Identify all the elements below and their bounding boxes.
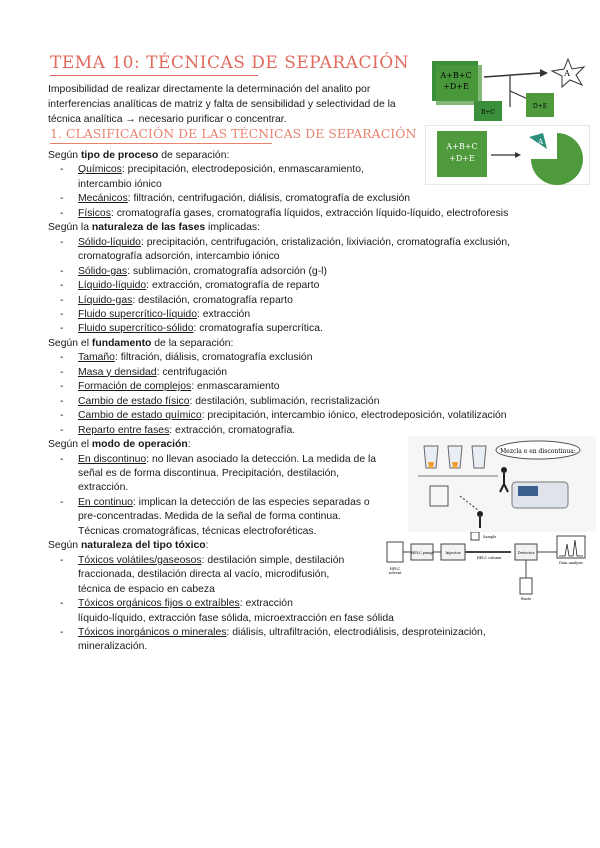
list-item: - Masa y densidad: centrifugación: [60, 366, 228, 378]
title-underline: [50, 75, 258, 76]
detector-label: Detector: [517, 550, 535, 555]
list-item: - Formación de complejos: enmascaramiento: [60, 381, 280, 393]
list-item: - Químicos: precipitación, electrodeposición, enmascaramiento,: [60, 164, 364, 176]
small-box-1-label: B+C: [480, 109, 496, 116]
arrow-head: [540, 69, 548, 77]
list-item-continuation: cromatografía adsorción, intercambio iónico: [78, 251, 280, 263]
list-item: - Cambio de estado químico: precipitación, intercambio iónico, electrodeposición, volatilización: [60, 410, 507, 422]
solvent-label-1: HPLC: [389, 567, 401, 571]
list-item-continuation: técnica de espacio en cabeza: [78, 583, 215, 595]
section-underline: [50, 143, 272, 144]
list-item-continuation: señal es de forma discontinua. Precipitación, destilación,: [78, 467, 340, 479]
column-label: HPLC column: [476, 556, 502, 560]
list-item: - Tóxicos volátiles/gaseosos: destilación simple, destilación: [60, 554, 345, 566]
list-item: - Fluido supercrítico-sólido: cromatografía supercrítica.: [60, 323, 323, 335]
list-item: - Sólido-gas: sublimación, cromatografía adsorción (g-l): [60, 265, 327, 277]
group-heading: Según el modo de operación:: [48, 439, 191, 451]
speech-bubble-text: Mezcla e en discontinua:: [500, 448, 576, 455]
group-heading: Según tipo de proceso de separación:: [48, 150, 230, 161]
list-item: - Tóxicos inorgánicos o minerales: diálisis, ultrafiltración, electrodiálisis, desproteinización,: [60, 626, 486, 638]
fig2-mixture-label: A+B+C: [446, 142, 478, 151]
intro-paragraph: Imposibilidad de realizar directamente la determinación del analito por interferencias analíticas de matriz y falta de sensibilidad y selectividad de la técnica analítica → necesario purificar o concentrar.: [48, 84, 396, 125]
list-item-continuation: pre-concentradas. Medida de la señal de forma continua.: [78, 511, 341, 523]
separation-arrow-diagram: [430, 55, 590, 125]
list-item: - Físicos: cromatografía gases, cromatografía líquidos, extracción líquido-líquido, electroforesis: [60, 207, 509, 219]
list-item-continuation: fraccionada, destilación directa al vacío, microdifusión,: [78, 569, 330, 581]
list-item: - En discontinuo: no llevan asociado la detección. La medida de la: [60, 453, 377, 465]
list-item-continuation: intercambio iónico: [78, 178, 162, 190]
list-item: - Líquido-gas: destilación, cromatografía reparto: [60, 294, 293, 306]
list-item: - Tóxicos orgánicos fijos o extraíbles: extracción: [60, 598, 293, 610]
list-item: - Sólido-líquido: precipitación, centrifugación, cristalización, lixiviación, cromatografía exclusión,: [60, 236, 511, 248]
pump-label: HPLC pump: [411, 551, 433, 555]
injector-label: Injector: [445, 550, 461, 555]
list-item-continuation: mineralización.: [78, 641, 148, 653]
section-heading: 1. CLASIFICACIÓN DE LAS TÉCNICAS DE SEPARACIÓN: [50, 126, 417, 141]
list-item-continuation: extracción.: [78, 482, 129, 494]
arrow-line: [484, 73, 540, 77]
page-title: TEMA 10: TÉCNICAS DE SEPARACIÓN: [50, 53, 410, 73]
solvent-label-2: solvent: [388, 571, 402, 575]
list-item-continuation: Técnicas cromatográficas, técnicas electroforéticas.: [78, 525, 317, 537]
group-heading: Según la naturaleza de las fases implicadas:: [48, 222, 260, 234]
mixture-label-2: +D+E: [443, 82, 469, 91]
list-item: - Tamaño: filtración, diálisis, cromatografía exclusión: [60, 352, 313, 364]
waste-label: Waste: [520, 597, 532, 601]
sample-label: Sample: [483, 535, 497, 539]
list-item-continuation: líquido-líquido, extracción fase sólida, microextracción en fase sólida: [78, 612, 394, 624]
fig2-mixture-label-2: +D+E: [449, 154, 475, 163]
star-label: A: [564, 69, 570, 78]
mixture-label: A+B+C: [440, 71, 472, 80]
list-item: - Líquido-líquido: extracción, cromatografía de reparto: [60, 280, 320, 292]
group-heading: Según naturaleza del tipo tóxico:: [48, 540, 209, 552]
classification-body: [48, 149, 568, 655]
small-box-2-label: D+E: [532, 103, 548, 110]
list-item: - Mecánicos: filtración, centrifugación, diálisis, cromatografía de exclusión: [60, 193, 411, 205]
list-item: - En continuo: implican la detección de las especies separadas o: [60, 496, 370, 508]
list-item: - Cambio de estado físico: destilación, sublimación, recristalización: [60, 395, 380, 407]
data-analysis-label: Data analysis: [559, 561, 583, 565]
group-heading: Según el fundamento de la separación:: [48, 337, 234, 349]
list-item: - Reparto entre fases: extracción, cromatografía.: [60, 424, 296, 436]
fig2-piece-label: A: [538, 138, 544, 146]
list-item: - Fluido supercrítico-líquido: extracción: [60, 308, 251, 320]
